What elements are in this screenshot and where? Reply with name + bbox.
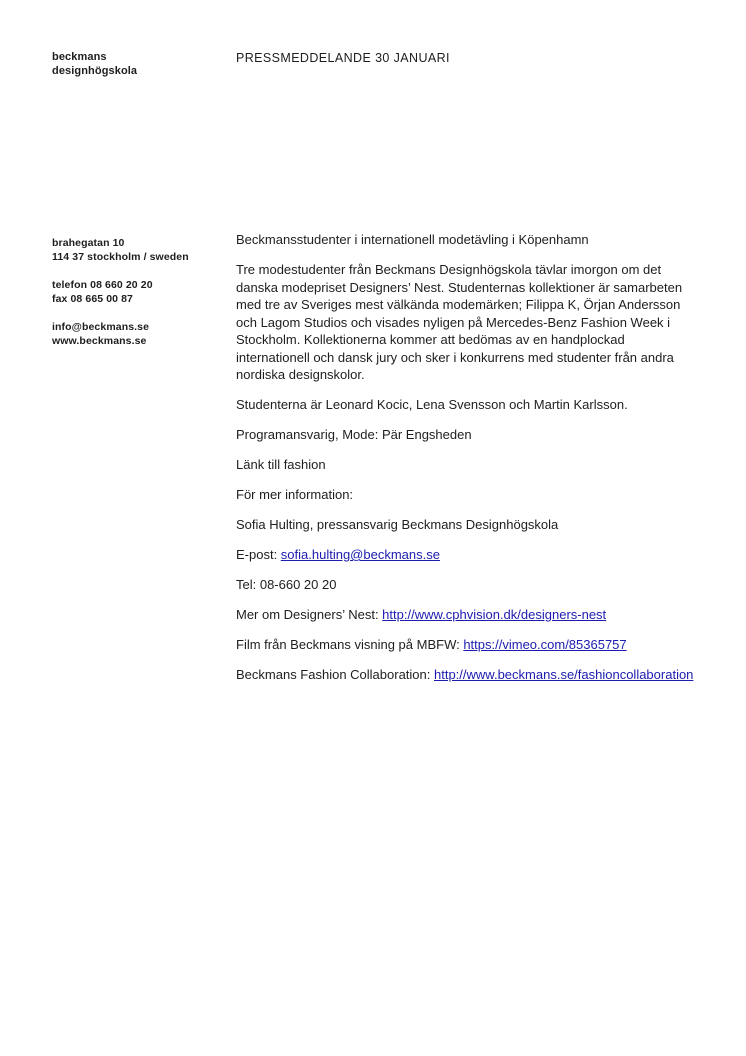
vimeo-line xyxy=(236,636,698,654)
program-manager-line: Programansvarig, Mode: Pär Engsheden xyxy=(236,427,472,442)
more-info-line: För mer information: xyxy=(236,487,354,502)
address-street: brahegatan 10 xyxy=(52,237,125,249)
designers-nest-line xyxy=(236,606,698,624)
collaboration-link[interactable]: http://www.beckmans.se/fashioncollaboration xyxy=(434,667,694,682)
designers-nest-label: Mer om Designers’ Nest: xyxy=(236,607,383,622)
main-content xyxy=(236,231,698,696)
email-line xyxy=(236,546,698,564)
collaboration-label: Beckmans Fashion Collaboration: xyxy=(236,667,434,682)
phone-block xyxy=(52,279,228,306)
tel-line: Tel: 08-660 20 20 xyxy=(236,577,337,592)
article-heading: Beckmansstudenter i internationell modetävling i Köpenhamn xyxy=(236,232,589,247)
address-city: 114 37 stockholm / sweden xyxy=(52,250,189,263)
students-line: Studenterna är Leonard Kocic, Lena Svensson och Martin Karlsson. xyxy=(236,397,628,412)
beckmans-logo xyxy=(52,51,137,78)
collaboration-line xyxy=(236,666,698,684)
fax-number: fax 08 665 00 87 xyxy=(52,292,134,305)
telefon-number: telefon 08 660 20 20 xyxy=(52,279,153,291)
contact-block xyxy=(52,321,228,348)
vimeo-label: Film från Beckmans visning på MBFW: xyxy=(236,637,464,652)
document-title: PRESSMEDDELANDE 30 JANUARI xyxy=(236,51,450,65)
press-contact-line: Sofia Hulting, pressansvarig Beckmans Designhögskola xyxy=(236,517,559,532)
intro-paragraph: Tre modestudenter från Beckmans Designhögskola tävlar imorgon om det danska modepriset Designers’ Nest. Studenternas kollektioner är samarbeten med tre av Sveriges mest välkända modemärken; Filippa K, Örjan Andersson och Lagom Studios och visades nyligen på Mercedes-Benz Fashion Week i Stockholm. Kollektionerna kommer att bedömas av en handplockad internationell och dansk jury och sker i konkurrens med studenter från andra nordiska designskolor. xyxy=(236,262,683,382)
fashion-link-line: Länk till fashion xyxy=(236,457,326,472)
contact-email: info@beckmans.se xyxy=(52,321,150,333)
email-label: E-post: xyxy=(236,547,281,562)
address-block xyxy=(52,237,228,264)
vimeo-link[interactable]: https://vimeo.com/85365757 xyxy=(463,637,627,652)
logo-line-2: designhögskola xyxy=(52,64,138,77)
logo-line-1: beckmans xyxy=(52,51,107,63)
designers-nest-link[interactable]: http://www.cphvision.dk/designers-nest xyxy=(382,607,607,622)
email-link[interactable]: sofia.hulting@beckmans.se xyxy=(280,547,440,562)
contact-website: www.beckmans.se xyxy=(52,334,147,347)
